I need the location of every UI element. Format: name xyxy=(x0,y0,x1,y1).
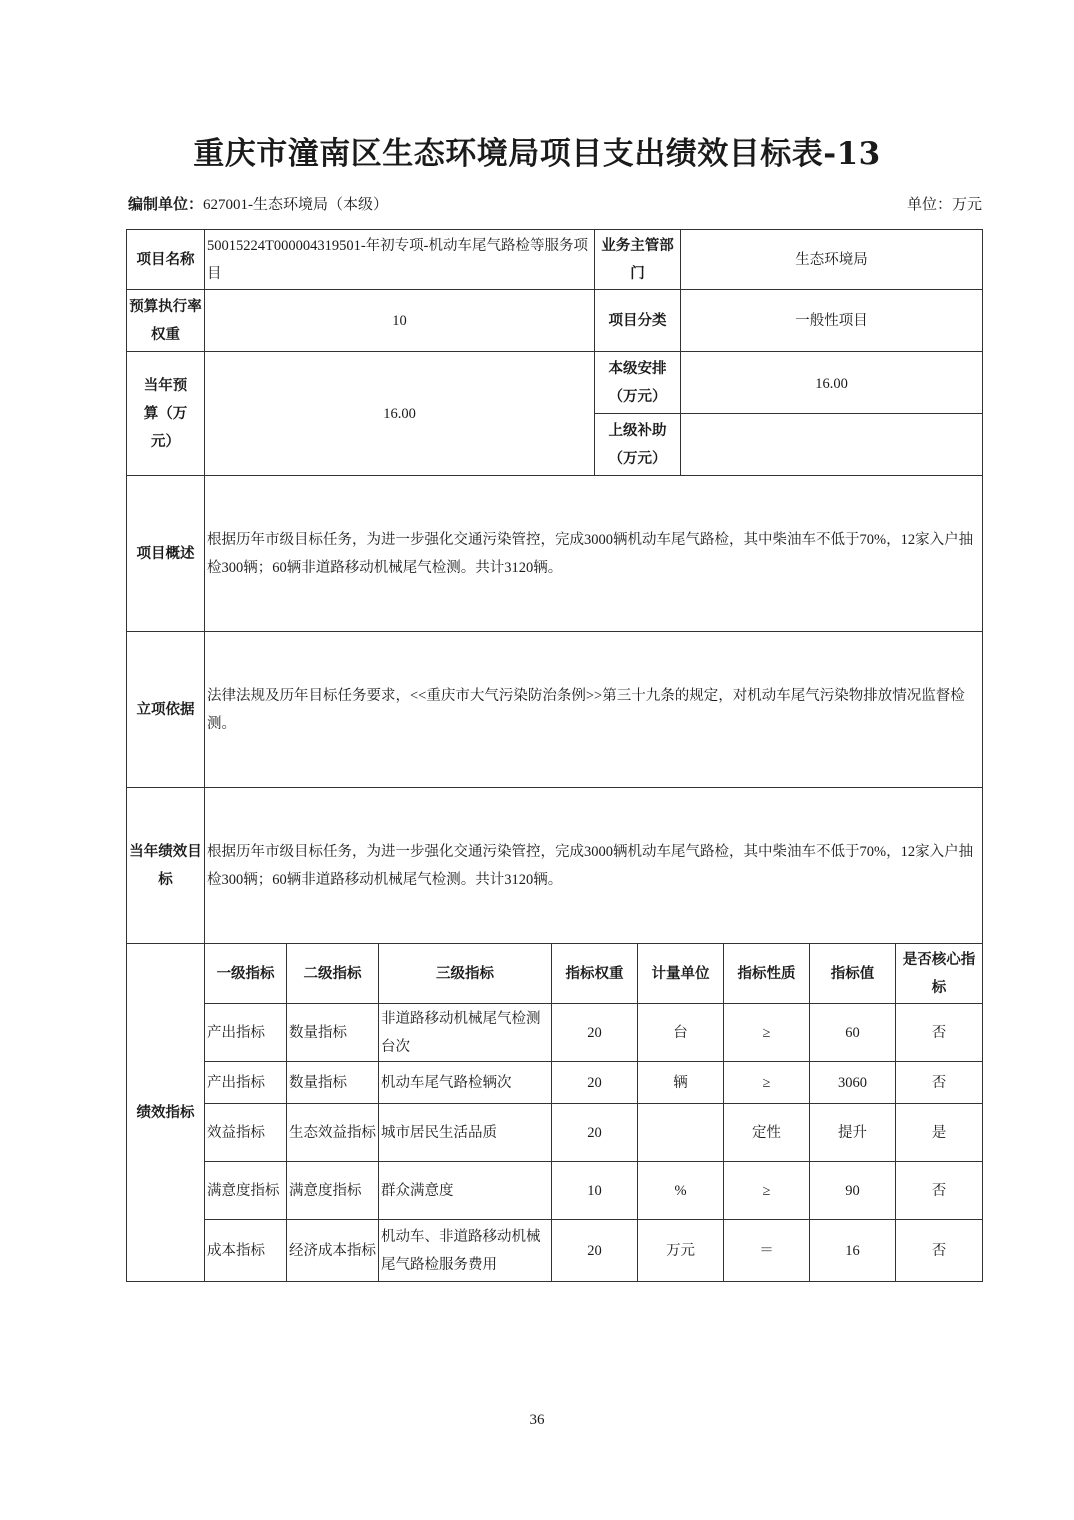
cell-level2: 数量指标 xyxy=(287,1004,379,1062)
department-label: 业务主管部门 xyxy=(595,230,681,290)
cell-nature: ≥ xyxy=(724,1062,810,1104)
category-label: 项目分类 xyxy=(595,290,681,352)
compiling-unit-value: 627001-生态环境局（本级） xyxy=(203,197,389,213)
cell-unit: 台 xyxy=(638,1004,724,1062)
header-level1: 一级指标 xyxy=(205,944,287,1004)
cell-level3: 城市居民生活品质 xyxy=(379,1104,552,1162)
cell-level1: 满意度指标 xyxy=(205,1162,287,1220)
cell-level2: 经济成本指标 xyxy=(287,1220,379,1282)
cell-value: 60 xyxy=(810,1004,896,1062)
cell-nature: ＝ xyxy=(724,1220,810,1282)
overview-label: 项目概述 xyxy=(127,476,205,632)
cell-nature: 定性 xyxy=(724,1104,810,1162)
cell-core: 否 xyxy=(896,1004,983,1062)
goal-value: 根据历年市级目标任务，为进一步强化交通污染管控，完成3000辆机动车尾气路检，其中柴油车不低于70%，12家入户抽检300辆；60辆非道路移动机械尾气检测。共计3120辆。 xyxy=(205,788,983,944)
cell-weight: 10 xyxy=(552,1162,638,1220)
table-row xyxy=(127,1004,983,1062)
execution-weight-label: 预算执行率权重 xyxy=(127,290,205,352)
cell-nature: ≥ xyxy=(724,1162,810,1220)
table-row xyxy=(127,1220,983,1282)
cell-level3: 机动车、非道路移动机械尾气路检服务费用 xyxy=(379,1220,552,1282)
superior-subsidy-label: 上级补助（万元） xyxy=(595,414,681,476)
category-value: 一般性项目 xyxy=(681,290,983,352)
cell-unit: % xyxy=(638,1162,724,1220)
cell-level2: 生态效益指标 xyxy=(287,1104,379,1162)
row-overview xyxy=(127,476,983,632)
department-value: 生态环境局 xyxy=(681,230,983,290)
header-nature: 指标性质 xyxy=(724,944,810,1004)
cell-level2: 满意度指标 xyxy=(287,1162,379,1220)
table-row xyxy=(127,1104,983,1162)
cell-unit: 辆 xyxy=(638,1062,724,1104)
cell-value: 90 xyxy=(810,1162,896,1220)
cell-level2: 数量指标 xyxy=(287,1062,379,1104)
cell-level3: 机动车尾气路检辆次 xyxy=(379,1062,552,1104)
cell-nature: ≥ xyxy=(724,1004,810,1062)
cell-value: 提升 xyxy=(810,1104,896,1162)
cell-level3: 群众满意度 xyxy=(379,1162,552,1220)
row-goal xyxy=(127,788,983,944)
row-execution-weight xyxy=(127,290,983,352)
performance-header-row xyxy=(127,944,983,1004)
basis-label: 立项依据 xyxy=(127,632,205,788)
header-level2: 二级指标 xyxy=(287,944,379,1004)
performance-table xyxy=(126,943,983,1282)
row-annual-budget xyxy=(127,352,983,414)
row-project-name xyxy=(127,230,983,290)
cell-level1: 产出指标 xyxy=(205,1004,287,1062)
row-basis xyxy=(127,632,983,788)
header-weight: 指标权重 xyxy=(552,944,638,1004)
cell-weight: 20 xyxy=(552,1220,638,1282)
header-value: 指标值 xyxy=(810,944,896,1004)
cell-weight: 20 xyxy=(552,1104,638,1162)
cell-weight: 20 xyxy=(552,1062,638,1104)
compiling-unit-label: 编制单位： xyxy=(128,195,204,213)
cell-level3: 非道路移动机械尾气检测台次 xyxy=(379,1004,552,1062)
performance-section-label: 绩效指标 xyxy=(127,944,205,1282)
table-row xyxy=(127,1062,983,1104)
cell-level1: 效益指标 xyxy=(205,1104,287,1162)
cell-value: 3060 xyxy=(810,1062,896,1104)
basis-value: 法律法规及历年目标任务要求，<<重庆市大气污染防治条例>>第三十九条的规定，对机动车尾气污染物排放情况监督检测。 xyxy=(205,632,983,788)
page-number: 36 xyxy=(529,1412,545,1428)
cell-core: 否 xyxy=(896,1162,983,1220)
header-core: 是否核心指标 xyxy=(896,944,983,1004)
project-info-table xyxy=(126,229,983,944)
cell-core: 否 xyxy=(896,1220,983,1282)
page-title: 重庆市潼南区生态环境局项目支出绩效目标表-13 xyxy=(193,136,881,172)
goal-label: 当年绩效目标 xyxy=(127,788,205,944)
cell-level1: 产出指标 xyxy=(205,1062,287,1104)
compiling-unit xyxy=(128,193,388,214)
cell-weight: 20 xyxy=(552,1004,638,1062)
annual-budget-value: 16.00 xyxy=(205,352,595,476)
table-row xyxy=(127,1162,983,1220)
execution-weight-value: 10 xyxy=(205,290,595,352)
annual-budget-label: 当年预算（万元） xyxy=(127,352,205,476)
cell-core: 是 xyxy=(896,1104,983,1162)
unit-label: 单位：万元 xyxy=(906,197,982,213)
local-arrangement-value: 16.00 xyxy=(681,352,983,414)
header-level3: 三级指标 xyxy=(379,944,552,1004)
cell-value: 16 xyxy=(810,1220,896,1282)
overview-value: 根据历年市级目标任务，为进一步强化交通污染管控，完成3000辆机动车尾气路检，其中柴油车不低于70%，12家入户抽检300辆；60辆非道路移动机械尾气检测。共计3120辆。 xyxy=(205,476,983,632)
cell-unit xyxy=(638,1104,724,1162)
project-name-label: 项目名称 xyxy=(127,230,205,290)
superior-subsidy-value xyxy=(681,414,983,476)
header-unit: 计量单位 xyxy=(638,944,724,1004)
cell-core: 否 xyxy=(896,1062,983,1104)
project-name-value: 50015224T000004319501-年初专项-机动车尾气路检等服务项目 xyxy=(205,230,595,290)
cell-level1: 成本指标 xyxy=(205,1220,287,1282)
local-arrangement-label: 本级安排（万元） xyxy=(595,352,681,414)
meta-row xyxy=(128,193,982,215)
cell-unit: 万元 xyxy=(638,1220,724,1282)
